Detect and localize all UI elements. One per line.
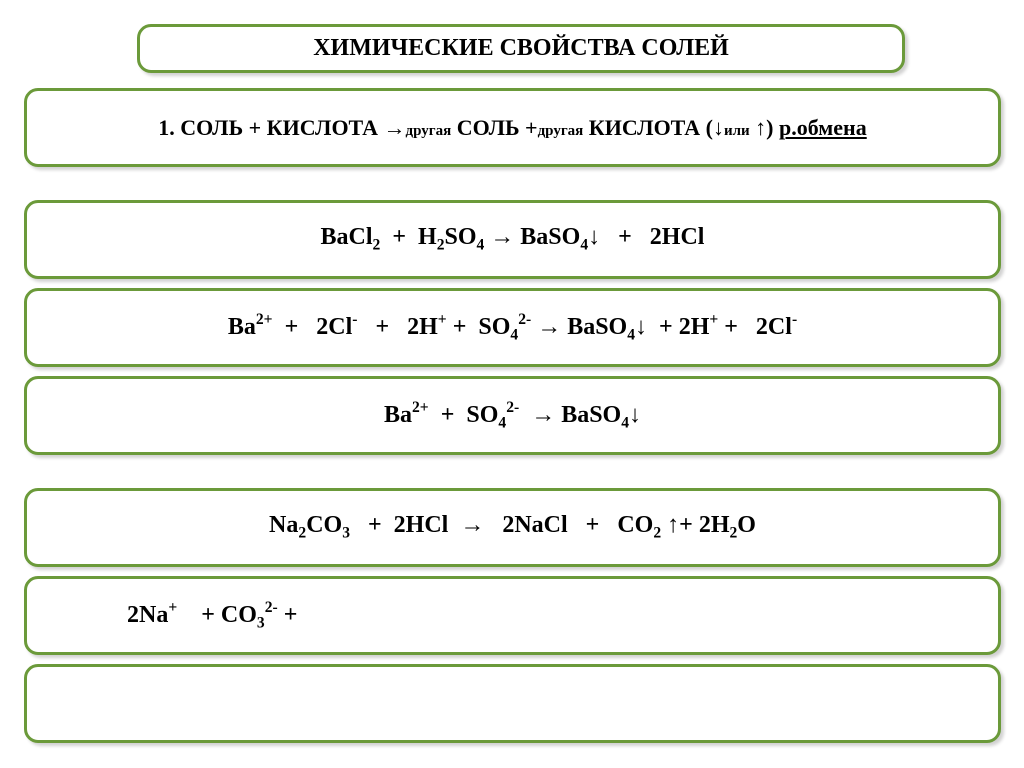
rule-small: другая [405,122,452,139]
equation-short-ionic-2 [24,664,1001,743]
equation-short-ionic-1 [24,376,1001,455]
title-box [137,24,905,73]
equation-molecular-1 [24,200,1001,279]
rule-box [24,88,1001,167]
rule-small: или [723,122,750,139]
equation-full-ionic-1 [24,288,1001,367]
equation-text: $Ba^{2+} + SO_4^{2-}$ → BaSO$_4$↓ [383,398,642,432]
reaction-type: р.обмена [779,114,867,140]
rule-part: 1. СОЛЬ + КИСЛОТА → [158,114,406,140]
rule-part: СОЛЬ + [451,114,538,140]
equation-text: BaCl$_2$ + $H_2SO_4$ → BaSO$_4$↓ + 2HCl [320,224,705,254]
equation-full-ionic-2 [24,576,1001,655]
equation-text: 2Na+ + $CO_3^{2-}$ + [127,598,298,632]
rule-part: ↑) [749,114,779,140]
equation-text: $Ba^{2+} + 2Cl^- + 2H^+ + SO_4^{2-}$ → BaSO$_4$↓ + 2H+ + 2Cl- [227,310,798,344]
rule-text [158,115,866,141]
rule-part: КИСЛОТА (↓ [583,114,724,140]
rule-small: другая [537,122,584,139]
page-title: ХИМИЧЕСКИЕ СВОЙСТВА СОЛЕЙ [313,35,729,61]
equation-molecular-2 [24,488,1001,567]
equation-text: $Na_2CO_3 + 2HCl$ → 2NaCl + $CO_2$ ↑+ $2H_2O$ [269,512,756,542]
